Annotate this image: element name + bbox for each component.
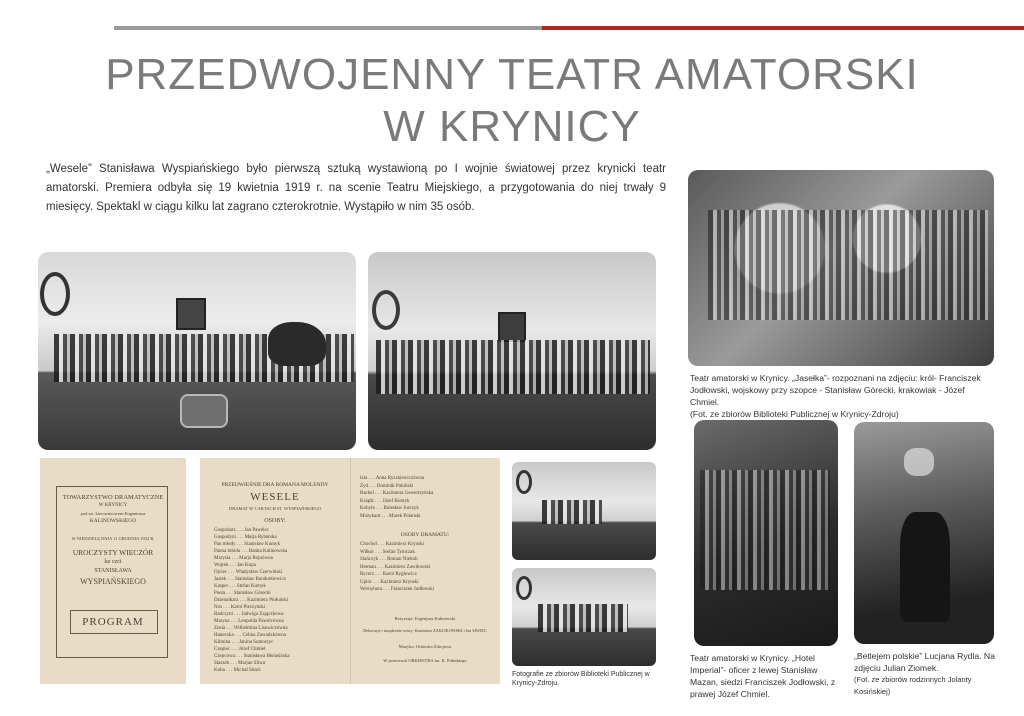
program-orchestra: W przerwach ORKIESTRA im. K. Pułaskiego bbox=[383, 658, 467, 663]
actors-group bbox=[708, 210, 988, 320]
caption-betlejem-text: „Betlejem polskie” Lucjana Rydla. Na zdjęciu Julian Ziomek. bbox=[854, 651, 995, 673]
cast-line: Maryna . . . Leopolda Pawelcówna bbox=[214, 619, 284, 624]
page-title-line1: PRZEDWOJENNY TEATR AMATORSKI bbox=[105, 50, 919, 99]
cast-line: Haneczka . . . Celina Zawadzkówna bbox=[214, 633, 286, 638]
eagle-emblem-icon bbox=[904, 448, 934, 476]
cast-line: Ojciec . . . Władysław Czerwiński bbox=[214, 570, 283, 575]
cast-line: Zosia . . . Wilhelmina Lisowiczówna bbox=[214, 626, 288, 631]
wreath-icon bbox=[372, 290, 400, 330]
cover-line-4: KALINOWSKIEGO bbox=[89, 518, 137, 524]
actors-crowd bbox=[376, 340, 650, 394]
program-subtitle: DRAMAT W 3 AKTACH ST. WYSPIAŃSKIEGO bbox=[229, 506, 321, 511]
cast-line: Nos . . . Karol Pieczyński bbox=[214, 605, 266, 610]
cover-line-5: W NIEDZIELĘ DNIA 11 GRUDNIA 1932 R. bbox=[71, 536, 155, 541]
cast-line: Dziennikarz . . . Kazimierz Piołuński bbox=[214, 598, 289, 603]
cast-line: Ksiądz . . . Józef Kumyk bbox=[360, 498, 410, 504]
figure-silhouette bbox=[900, 512, 950, 622]
cast-line: Hetman . . . Kazimierz Zawiłowski bbox=[360, 564, 431, 570]
program-fold bbox=[350, 458, 351, 684]
cast-line: Kuba . . . Michał Sitarz bbox=[214, 668, 261, 673]
cover-program-label: PROGRAM bbox=[82, 616, 144, 628]
photo-wesele-stage-2 bbox=[368, 252, 656, 450]
program-decor: Dekoracje i urządzenie sceny: Kazimierz ZAKLIKOWSKI i Jan SIWIEC bbox=[363, 628, 487, 633]
cast-line: Upiór . . . Kazimierz Krynski bbox=[360, 579, 419, 585]
cast-line: Gospodyni . . . Marja Rybarska bbox=[214, 535, 277, 540]
wreath-icon bbox=[516, 470, 532, 494]
cast-line: Jasiek . . . Stanisław Bandurkiewicz bbox=[214, 577, 286, 582]
program-osoby: OSOBY: bbox=[264, 518, 286, 524]
cover-program-box bbox=[70, 610, 158, 634]
program-header: PRZEDWIEŚNIE DRA ROMANA MOLENDY bbox=[221, 482, 329, 488]
cast-line: Klimina . . . Janina Sumorzyc bbox=[214, 640, 274, 645]
cast-line: Marysia . . . Marja Rojnówna bbox=[214, 556, 273, 561]
program-osoby-dramatu: OSOBY DRAMATU: bbox=[400, 532, 450, 538]
photo-jaselka bbox=[688, 170, 994, 366]
cast-line: Czepcowa . . . Stanisława Molasińska bbox=[214, 654, 290, 659]
banner-prop-icon bbox=[268, 322, 326, 366]
cast-line: Gospodarz . . . Jan Pawelec bbox=[214, 528, 269, 533]
cast-line: Czepiec . . . Józef Chmiel bbox=[214, 647, 266, 652]
caption-jaselka-source: (Fot. ze zbiorów Biblioteki Publicznej w Krynicy-Zdroju) bbox=[690, 409, 899, 419]
caption-library: Fotografie ze zbiorów Biblioteki Publicznej w Krynicy-Zdroju. bbox=[512, 671, 650, 687]
cover-line-2: W KRYNICY bbox=[98, 503, 128, 508]
cast-line: Wiłkor . . . Stefan Tymczak bbox=[360, 549, 415, 555]
caption-betlejem-source: (Fot. ze zbiorów rodzinnych Jolanty Kosińskiej) bbox=[854, 675, 972, 696]
photo-hotel-imperial bbox=[694, 420, 838, 646]
cover-line-8: STANISŁAWA bbox=[94, 568, 132, 574]
cast-line: Radczyni . . . Jadwiga Zajączkowa bbox=[214, 612, 284, 617]
program-music: Muzyka: Orkiestra Zdrojowa bbox=[398, 644, 452, 649]
cast-line: Kobyła . . . Bolesław Jurczyk bbox=[360, 506, 419, 511]
photo-wesele-stage-1 bbox=[38, 252, 356, 450]
cover-line-3: pod art. kierownictwem Eugeniusza bbox=[80, 511, 146, 516]
cast-line: Pan młody . . . Stanisław Kumyk bbox=[214, 542, 280, 547]
top-rule-grey bbox=[114, 26, 542, 30]
cast-line: Staszek . . . Marjan Sliwa bbox=[214, 661, 266, 666]
cast-line: Żyd . . . Dominik Pokiński bbox=[360, 483, 414, 489]
program-director: Reżyserja: Eugenjusz Kalinowski bbox=[394, 616, 456, 621]
actors bbox=[538, 604, 628, 632]
program-inside bbox=[200, 458, 500, 684]
program-cover bbox=[40, 458, 186, 684]
cast-line: Rachel . . . Kazimiera Gewertzyńska bbox=[360, 491, 434, 496]
photo-stage-small-2 bbox=[512, 568, 656, 666]
floor-rug-icon bbox=[180, 394, 228, 428]
photo-stage-small-1 bbox=[512, 462, 656, 560]
cast-line: Wernyhora . . . Franciszek Jodłowski bbox=[360, 587, 435, 592]
cover-line-1: TOWARZYSTWO DRAMATYCZNE bbox=[62, 494, 164, 501]
actors bbox=[542, 500, 602, 524]
program-play-title: WESELE bbox=[250, 491, 300, 503]
cast-line: Wojtek . . . Jan Kopa bbox=[214, 563, 256, 568]
cast-line: Rycerz . . . Karol Rygłowicz bbox=[360, 572, 417, 577]
cast-line: Stańczyk . . . Roman Nieboh bbox=[360, 557, 418, 562]
officers bbox=[700, 470, 830, 590]
cast-line: Panna młoda . . . Hanka Kulinowska bbox=[214, 549, 288, 554]
caption-betlejem bbox=[854, 650, 1000, 698]
page-title-line2: W KRYNICY bbox=[383, 102, 641, 151]
cast-line: Kasper . . . Stefan Kumyk bbox=[214, 584, 266, 589]
portrait-frame-icon bbox=[176, 298, 206, 330]
cast-line: Chochoł . . . Kazimierz Krynski bbox=[360, 542, 424, 547]
photo-betlejem-polskie bbox=[854, 422, 994, 644]
top-rule-red bbox=[542, 26, 1024, 30]
intro-text: „Wesele” Stanisława Wyspiańskiego było pierwszą sztuką wystawioną po I wojnie światowej przez krynicki teatr amatorski. Premiera odbyła się 19 kwietnia 1919 r. na scenie Teatru Miejskiego, a przygotowania do niej trwały 9 miesięcy. Spektakl w ciągu kilku lat zagrano czterokrotnie. Wystąpiło w nim 35 osób. bbox=[46, 163, 666, 213]
wreath-icon bbox=[40, 272, 70, 316]
cast-line: Isia . . . Anna Ryszkiewiczówna bbox=[360, 476, 424, 481]
portrait-frame-icon bbox=[498, 312, 526, 342]
cover-line-6: UROCZYSTY WIECZÓR bbox=[72, 548, 154, 557]
caption-jaselka bbox=[690, 372, 990, 420]
cast-line: Muzykant . . . Marek Polański bbox=[360, 513, 421, 519]
cast-line: Poeta . . . Stanisław Górecki bbox=[214, 591, 271, 596]
cover-line-7: ku czci bbox=[104, 559, 122, 565]
caption-jaselka-text: Teatr amatorski w Krynicy. „Jasełka”- rozpoznani na zdjęciu: król- Franciszek Jodłowski, wojskowy przy szopce - Stanisław Górecki, krakowiak - Józef Chmiel. bbox=[690, 373, 981, 407]
cover-line-9: WYSPIAŃSKIEGO bbox=[80, 577, 146, 586]
caption-hotel-imperial: Teatr amatorski w Krynicy. „Hotel Imperial”- oficer z lewej Stanisław Mazan, siedzi Franciszek Jodłowski, z prawej Józef Chmiel. bbox=[690, 653, 836, 699]
wreath-icon bbox=[516, 576, 532, 600]
